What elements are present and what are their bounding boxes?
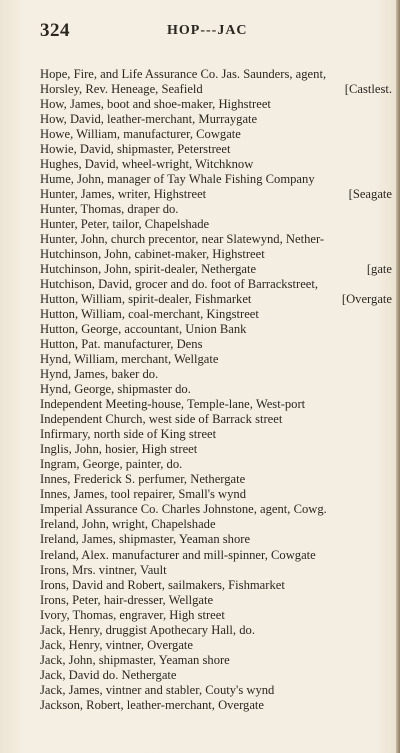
entry-text: Hunter, James, writer, Highstreet [40, 187, 207, 202]
entry-text: Hutton, William, spirit-dealer, Fishmarket [40, 292, 252, 307]
page-edge [396, 0, 400, 753]
entry-text: Hunter, Peter, tailor, Chapelshade [40, 217, 210, 232]
directory-entry [40, 142, 392, 157]
entry-continuation: [Overgate [341, 292, 392, 307]
entry-continuation: [Seagate [348, 187, 392, 202]
directory-entry [40, 382, 392, 397]
directory-entry [40, 698, 392, 713]
entry-text: Hynd, James, baker do. [40, 367, 159, 382]
directory-entry [40, 608, 392, 623]
entry-text: Hutchison, David, grocer and do. foot of Barrackstreet, [40, 277, 319, 292]
entry-text: Jackson, Robert, leather-merchant, Overgate [40, 697, 265, 712]
entry-text: Jack, John, shipmaster, Yeaman shore [40, 652, 230, 667]
directory-entry [40, 307, 392, 322]
directory-entry [40, 578, 392, 593]
entry-text: Ireland, Alex. manufacturer and mill-spinner, Cowgate [40, 547, 316, 562]
directory-entry [40, 502, 392, 517]
entry-text: Independent Church, west side of Barrack street [40, 412, 283, 427]
directory-entry [40, 292, 392, 307]
entry-text: Howie, David, shipmaster, Peterstreet [40, 142, 231, 157]
entry-continuation: [gate [366, 262, 392, 277]
directory-entry [40, 653, 392, 668]
directory-entry [40, 517, 392, 532]
directory-entry [40, 157, 392, 172]
entry-text: Ivory, Thomas, engraver, High street [40, 607, 225, 622]
directory-entry [40, 277, 392, 292]
directory-entry [40, 487, 392, 502]
entry-text: Infirmary, north side of King street [40, 427, 217, 442]
entry-text: Hutton, George, accountant, Union Bank [40, 322, 247, 337]
entry-text: Jack, James, vintner and stabler, Couty's wynd [40, 682, 275, 697]
directory-entry [40, 217, 392, 232]
entry-text: Ingram, George, painter, do. [40, 457, 183, 472]
entry-text: Hutton, Pat. manufacturer, Dens [40, 337, 203, 352]
directory-entry [40, 668, 392, 683]
directory-entry [40, 367, 392, 382]
directory-entry [40, 412, 392, 427]
running-head: HOP---JAC [167, 23, 248, 38]
entry-text: How, James, boot and shoe-maker, Highstreet [40, 97, 271, 112]
entry-text: Hutchinson, John, spirit-dealer, Nethergate [40, 262, 257, 277]
directory-entry [40, 397, 392, 412]
entry-text: Hutchinson, John, cabinet-maker, Highstreet [40, 247, 265, 262]
directory-entry [40, 82, 392, 97]
entry-text: Irons, David and Robert, sailmakers, Fishmarket [40, 577, 285, 592]
directory-entries [40, 67, 392, 713]
directory-entry [40, 427, 392, 442]
entry-text: Horsley, Rev. Heneage, Seafield [40, 82, 203, 97]
directory-entry [40, 97, 392, 112]
entry-text: Ireland, James, shipmaster, Yeaman shore [40, 532, 251, 547]
page-number: 324 [40, 20, 70, 41]
directory-entry [40, 127, 392, 142]
entry-continuation: [Castlest. [344, 82, 392, 97]
entry-text: Jack, David do. Nethergate [40, 667, 177, 682]
entry-text: Howe, William, manufacturer, Cowgate [40, 127, 241, 142]
directory-entry [40, 337, 392, 352]
directory-entry [40, 638, 392, 653]
entry-text: Inglis, John, hosier, High street [40, 442, 198, 457]
entry-text: How, David, leather-merchant, Murraygate [40, 112, 258, 127]
directory-entry [40, 262, 392, 277]
directory-entry [40, 563, 392, 578]
directory-entry [40, 472, 392, 487]
directory-entry [40, 352, 392, 367]
directory-entry [40, 172, 392, 187]
entry-text: Irons, Mrs. vintner, Vault [40, 562, 167, 577]
entry-text: Hope, Fire, and Life Assurance Co. Jas. Saunders, agent, [40, 67, 327, 81]
entry-text: Hutton, William, coal-merchant, Kingstreet [40, 307, 259, 322]
directory-entry [40, 247, 392, 262]
directory-entry [40, 202, 392, 217]
directory-entry [40, 532, 392, 547]
directory-entry [40, 67, 392, 82]
directory-entry [40, 112, 392, 127]
entry-text: Jack, Henry, vintner, Overgate [40, 637, 194, 652]
directory-entry [40, 232, 392, 247]
directory-entry [40, 548, 392, 563]
entry-text: Independent Meeting-house, Temple-lane, West-port [40, 397, 306, 412]
page-header [40, 20, 390, 44]
entry-text: Imperial Assurance Co. Charles Johnstone, agent, Cowg. [40, 502, 327, 517]
entry-text: Hynd, William, merchant, Wellgate [40, 352, 219, 367]
directory-entry [40, 593, 392, 608]
entry-text: Innes, James, tool repairer, Small's wynd [40, 487, 247, 502]
directory-entry [40, 457, 392, 472]
directory-entry [40, 187, 392, 202]
entry-text: Innes, Frederick S. perfumer, Nethergate [40, 472, 246, 487]
entry-text: Hughes, David, wheel-wright, Witchknow [40, 157, 254, 172]
directory-entry [40, 623, 392, 638]
directory-entry [40, 322, 392, 337]
entry-text: Hume, John, manager of Tay Whale Fishing Company [40, 172, 315, 187]
entry-text: Hunter, Thomas, draper do. [40, 202, 179, 217]
directory-entry [40, 442, 392, 457]
entry-text: Ireland, John, wright, Chapelshade [40, 517, 216, 532]
entry-text: Hunter, John, church precentor, near Slatewynd, Nether- [40, 232, 325, 247]
entry-text: Irons, Peter, hair-dresser, Wellgate [40, 592, 214, 607]
entry-text: Hynd, George, shipmaster do. [40, 382, 191, 397]
entry-text: Jack, Henry, druggist Apothecary Hall, do. [40, 622, 255, 637]
directory-entry [40, 683, 392, 698]
